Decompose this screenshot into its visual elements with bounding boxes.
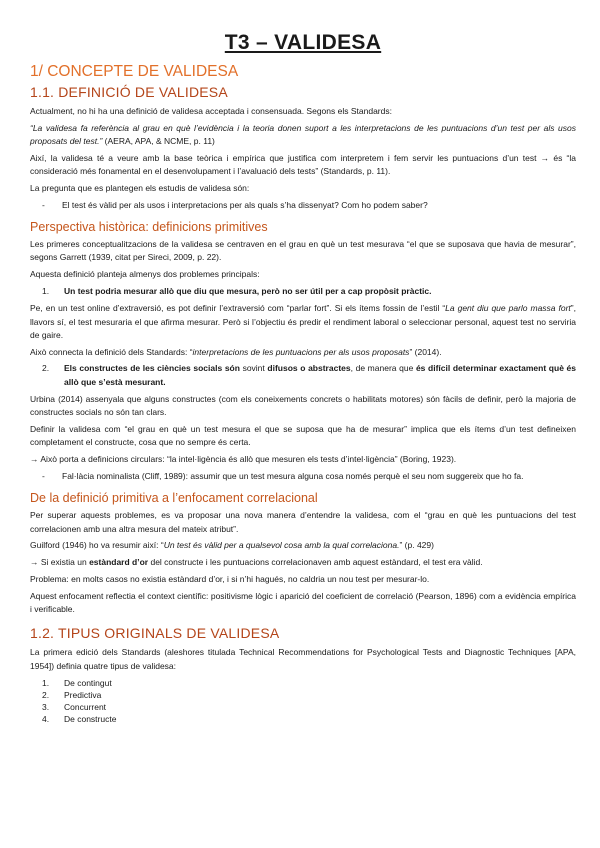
text-run: ” (2014). (409, 346, 442, 357)
paragraph-problemes: Aquesta definició planteja almenys dos problemes principals: (30, 269, 260, 280)
list-item-label: De constructe (64, 713, 117, 724)
list-item (42, 713, 576, 725)
subsection-heading-tipus: 1.2. TIPUS ORIGINALS DE VALIDESA (30, 625, 280, 642)
text-run: Pe, en un test online d’extraversió, es pot definir l’extraversió com “parlar fort”. Si els ítems fossin de l’estil “ (30, 303, 446, 314)
list-item (42, 701, 576, 713)
paragraph-primeres-conceptualitzacions: Les primeres conceptualitzacions de la validesa se centraven en el grau en què un test mesurava “el que se suposava que havia de mesurar”, segons Garrett (1939, citat per Sireci, 2009, p. 22). (30, 239, 576, 263)
paragraph-connecta-standards (30, 346, 576, 359)
text-run-bold: Els constructes de les ciències socials són (64, 363, 240, 374)
list-number: 2. (42, 363, 50, 374)
list-item-label: De contingut (64, 677, 112, 688)
fallacy-list (30, 470, 576, 483)
list-number: 1. (42, 285, 50, 296)
text-run-italic: La gent diu que parlo massa fort (445, 303, 571, 314)
paragraph-context-cientific: Aquest enfocament reflectia el context científic: positivisme lògic i aparició del coeficient de correlació (Pearson, 1896) com a evidència empírica i verificable. (30, 590, 576, 615)
text-run: ”, llavors sí, el test mesuraria el que afirma mesurar. Però si l’objectiu és predir el rendiment laboral o seleccionar personal, aquest test no serviria de gaire. (30, 303, 576, 340)
list-item: - Fal·làcia nominalista (Cliff, 1989): assumir que un test mesura alguna cosa només perquè el seu nom suggereix que ho fa. (42, 470, 576, 483)
heading-perspectiva-historica: Perspectiva històrica: definicions primitives (30, 220, 268, 235)
paragraph-definicions-circulars: → Això porta a definicions circulars: “la intel·ligència és allò que mesuren els tests d’intel·ligència” (Boring, 1923). (30, 454, 457, 465)
problem-1-text: Un test podria mesurar allò que diu que mesura, però no ser útil per a cap propòsit pràctic. (64, 285, 432, 296)
list-number: 4. (42, 713, 50, 724)
question-list (30, 199, 576, 212)
problem-list-2 (30, 362, 576, 389)
paragraph-base-teorica: Així, la validesa té a veure amb la base teòrica i empírica que justifica com interpretem i fem servir les puntuacions d’un test → és “la consideració més fonamental en el desenvolupament i l’avaluació dels tests” (Standards, p. 11). (30, 152, 576, 177)
paragraph-primera-edicio: La primera edició dels Standards (aleshores titulada Technical Recommendations for Psychological Tests and Diagnostic Techniques [APA, 1954]) definia quatre tipus de validesa: (30, 647, 576, 671)
list-number: 1. (42, 677, 50, 688)
list-item: - El test és vàlid per als usos i interpretacions per als quals s’ha dissenyat? Com ho podem saber? (42, 199, 576, 212)
quote-text: “La validesa fa referència al grau en què l’evidència i la teoria donen suport a les interpretacions de les puntuacions d’un test per als usos proposats del test.” (30, 122, 576, 147)
list-item-label: Concurrent (64, 701, 107, 712)
document-page (30, 30, 576, 725)
list-item-label: Predictiva (64, 689, 102, 700)
text-run-bold: és difícil determinar exactament què és allò que s’està mesurant. (64, 363, 576, 387)
list-number: 3. (42, 701, 50, 712)
paragraph-estandard-or (30, 556, 576, 569)
paragraph-urbina: Urbina (2014) assenyala que alguns constructes (com els coneixements concrets o habilitats motores) són fàcils de definir, però la majoria de constructes socials no són tan clars. (30, 394, 576, 418)
text-run: Guilford (1946) ho va resumir així: “ (30, 540, 164, 551)
paragraph-standards-quote (30, 122, 576, 149)
paragraph-superar-problemes: Per superar aquests problemes, es va proposar una nova manera d’entendre la validesa, com el “grau en què les puntuacions del test correlacionen amb una altra mesura del mateix atribut”. (30, 510, 576, 534)
paragraph-definir-validesa: Definir la validesa com “el grau en què un test mesura el que se suposa que ha de mesurar” implica que els ítems d’un test defineixen completament el constructe, cosa que no sempre és certa. (30, 424, 576, 448)
list-item (42, 677, 576, 689)
paragraph-guilford (30, 539, 576, 552)
section-heading-concepte: 1/ CONCEPTE DE VALIDESA (30, 63, 239, 80)
list-number: 2. (42, 689, 50, 700)
list-item (42, 362, 576, 389)
quote-reference: (AERA, APA, & NCME, p. 11) (102, 136, 215, 147)
text-run-italic: interpretacions de les puntuacions per als usos proposats (192, 346, 410, 357)
text-run: → Si existia un (30, 557, 90, 568)
problem-list-1 (30, 285, 576, 298)
list-item (42, 689, 576, 701)
document-title: T3 – VALIDESA (224, 31, 382, 54)
text-run: , de manera que (350, 363, 416, 374)
text-run: ” (p. 429) (399, 540, 434, 551)
text-run: sovint (239, 363, 268, 374)
text-run: Això connecta la definició dels Standards: “ (30, 346, 193, 357)
paragraph-exemple-extraversio (30, 302, 576, 342)
text-run-italic: Un test és vàlid per a qualsevol cosa amb la qual correlaciona. (163, 540, 400, 551)
text-run: del constructe i les puntuacions correlacionaven amb aquest estàndard, el test era vàlid. (148, 557, 483, 568)
list-item (42, 285, 576, 298)
text-run-bold: difusos o abstractes (267, 363, 351, 374)
paragraph-pregunta: La pregunta que es plantegen els estudis de validesa són: (30, 182, 250, 193)
text-run-bold: estàndard d’or (89, 557, 149, 568)
paragraph-problema: Problema: en molts casos no existia estàndard d’or, i si n’hi hagués, no caldria un nou test per mesurar-lo. (30, 574, 430, 585)
heading-enfocament-correlacional: De la definició primitiva a l’enfocament correlacional (30, 491, 318, 506)
subsection-heading-definicio: 1.1. DEFINICIÓ DE VALIDESA (30, 84, 228, 100)
validity-types-list (30, 677, 576, 725)
paragraph-intro: Actualment, no hi ha una definició de validesa acceptada i consensuada. Segons els Standards: (30, 106, 392, 116)
